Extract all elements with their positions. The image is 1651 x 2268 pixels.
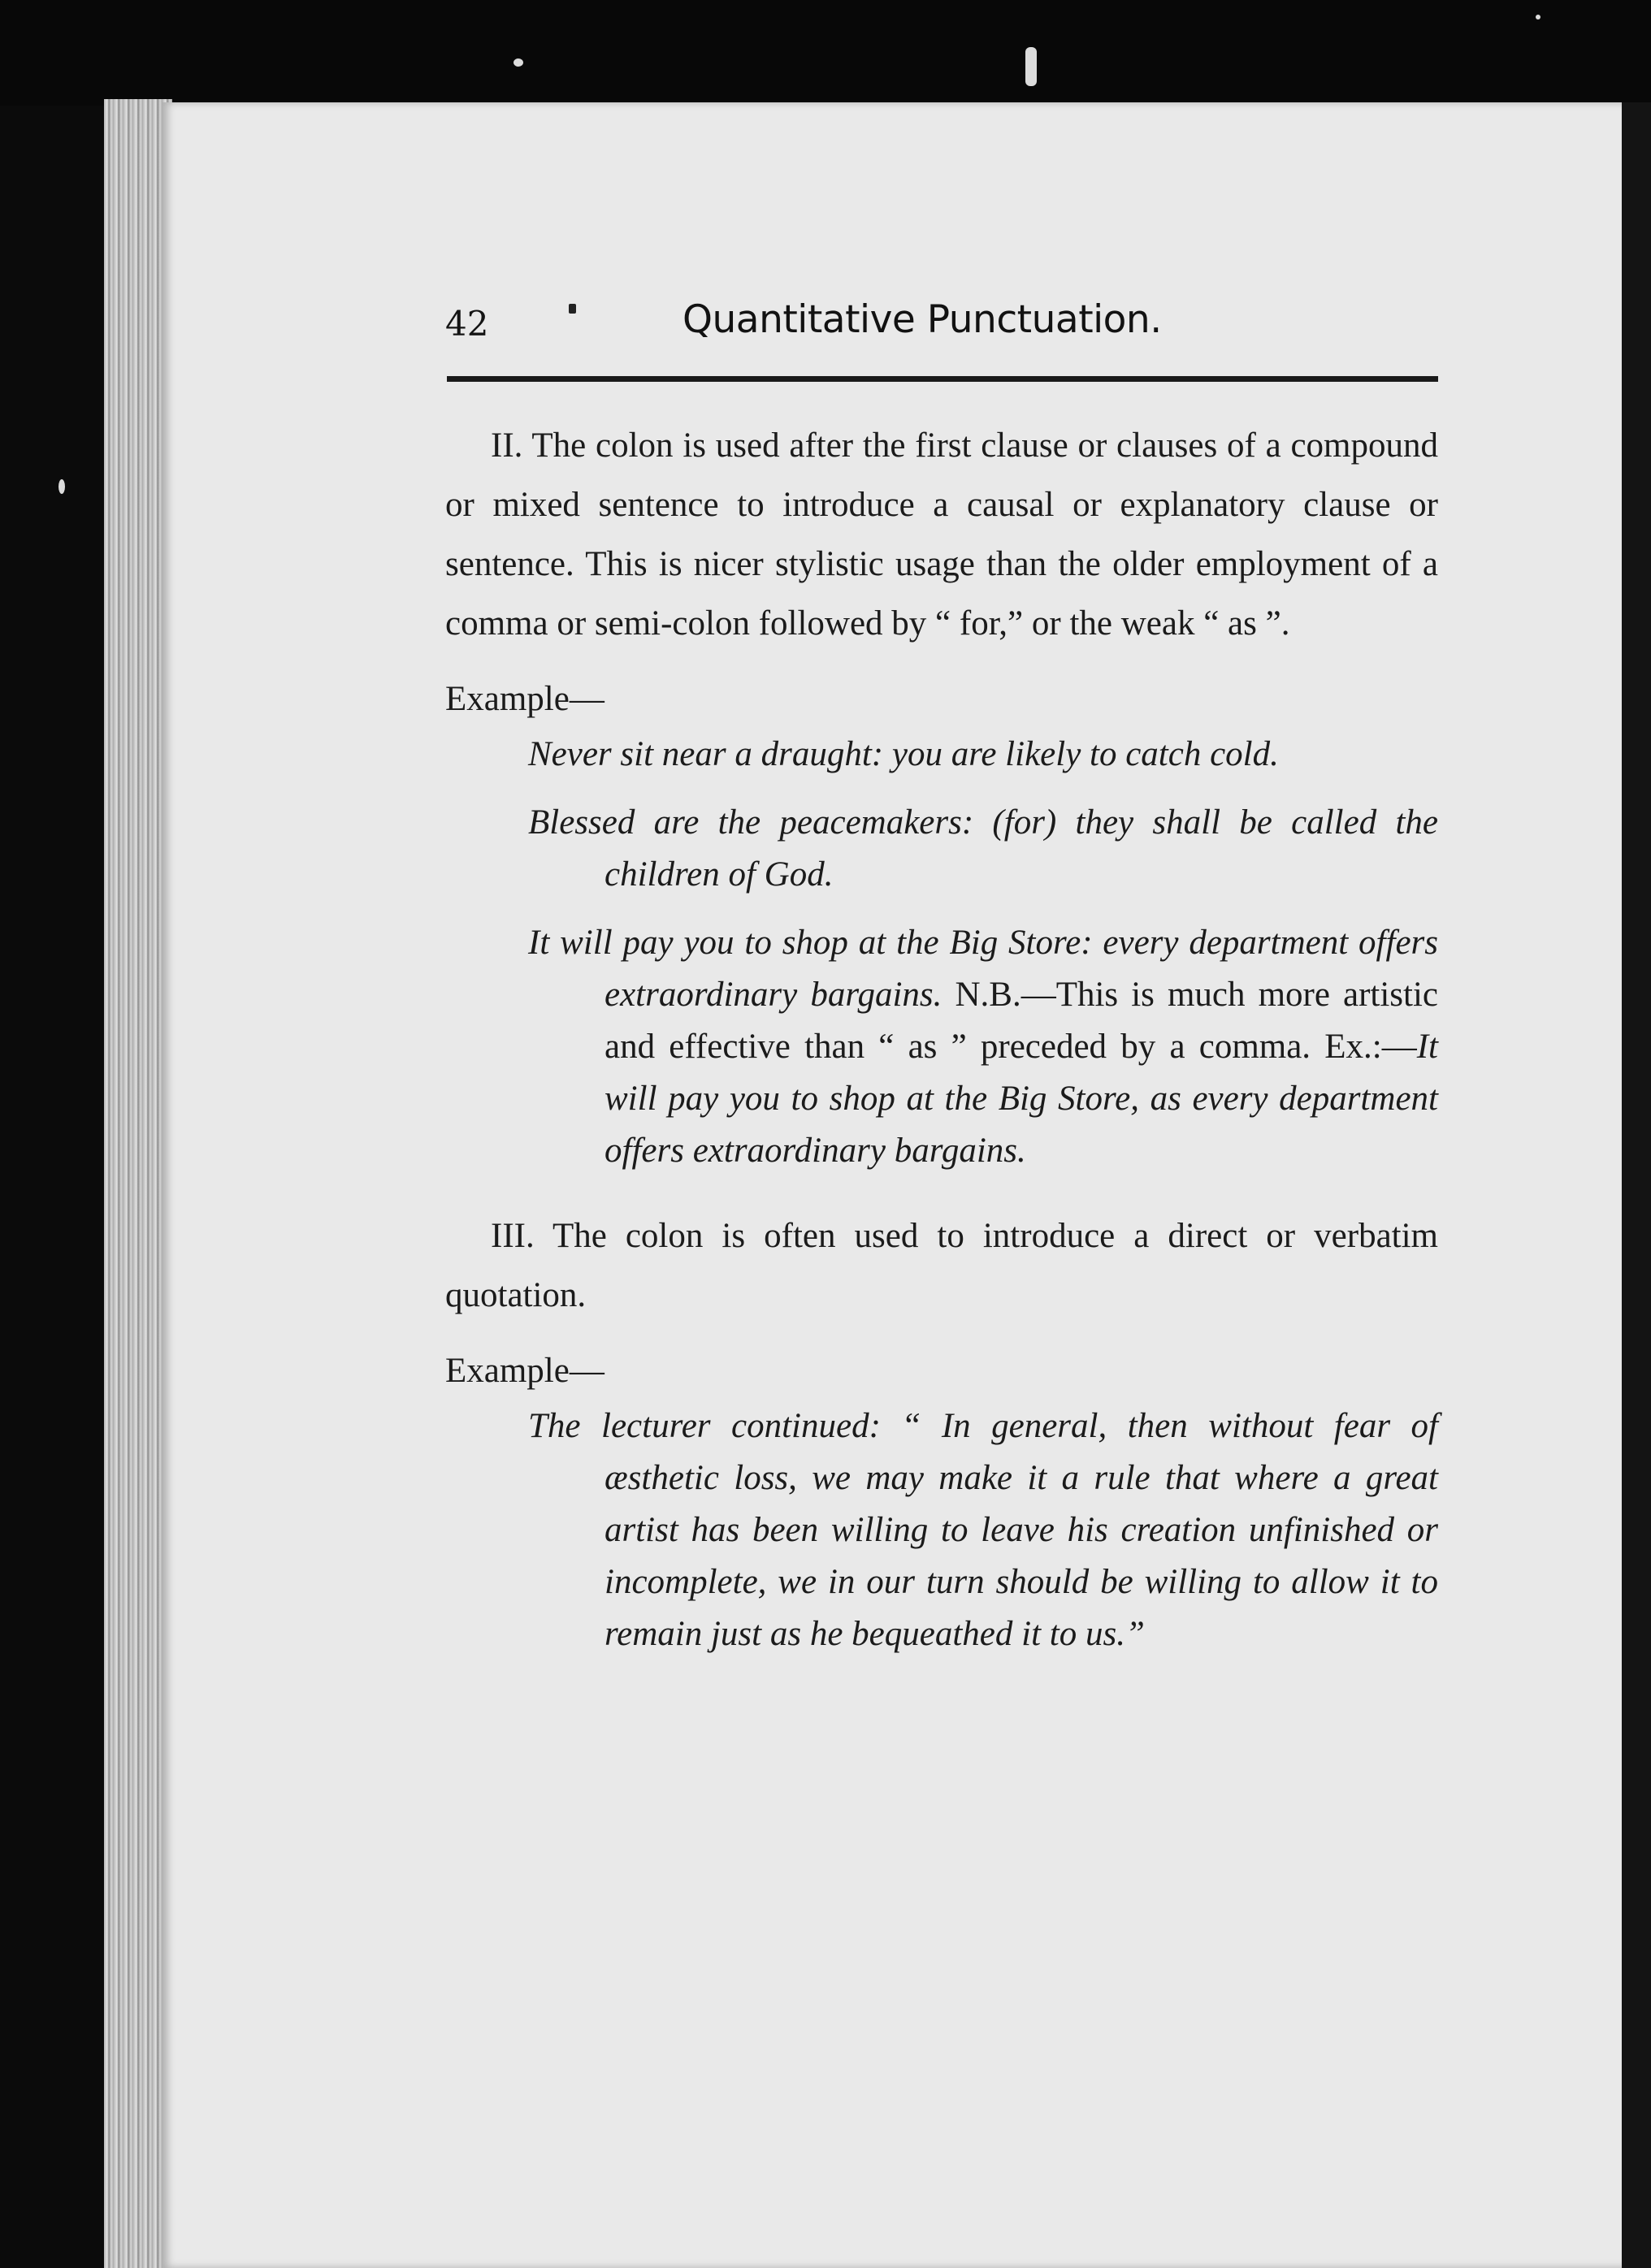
scan-dust-speck	[1536, 15, 1540, 19]
section-iii-paragraph: III. The colon is often used to introduce a direct or verbatim quotation.	[445, 1217, 1438, 1314]
page-number: 42	[445, 304, 489, 344]
page-body	[445, 416, 1438, 1660]
nb-example: It will pay you to shop at the Big Store, as every department offers extraordinary bargains.	[604, 1028, 1438, 1170]
scan-dust-speck	[1025, 47, 1037, 86]
header-rule	[447, 376, 1438, 382]
header-bullet-mark	[569, 304, 576, 314]
example-text: It will pay you to shop at the Big Store: every department offers extraordinary bargains.	[528, 924, 1438, 1014]
scan-border-right	[1622, 102, 1651, 2268]
example-item	[528, 917, 1438, 1177]
example-item: Blessed are the peacemakers: (for) they shall be called the children of God.	[528, 803, 1438, 894]
section-ii-paragraph: II. The colon is used after the first clause or clauses of a compound or mixed sentence to introduce a causal or explanatory clause or sentence. This is nicer stylistic usage than the older employment of a comma or semi-colon followed by “ for,” or the weak “ as ”.	[445, 426, 1438, 643]
quotation-example: The lecturer continued: “ In general, then without fear of æsthetic loss, we may make it a rule that where a great artist has been willing to leave his creation unfinished or incomplete, we in our turn should be willing to allow it to remain just as he bequeathed it to us.”	[528, 1407, 1438, 1653]
scan-border-top	[0, 0, 1651, 106]
example-label: Example—	[445, 680, 604, 718]
example-list	[528, 729, 1438, 1177]
nb-note: N.B.—This is much more artistic and effective than “ as ” preceded by a comma. Ex.:—	[604, 976, 1439, 1066]
scan-dust-speck	[58, 479, 65, 494]
example-label: Example—	[445, 1352, 604, 1390]
scan-dust-speck	[514, 58, 523, 67]
page-header	[445, 292, 1436, 366]
running-title: Quantitative Punctuation.	[682, 297, 1162, 342]
example-list	[528, 1400, 1438, 1660]
example-item: Never sit near a draught: you are likely to catch cold.	[528, 735, 1279, 773]
